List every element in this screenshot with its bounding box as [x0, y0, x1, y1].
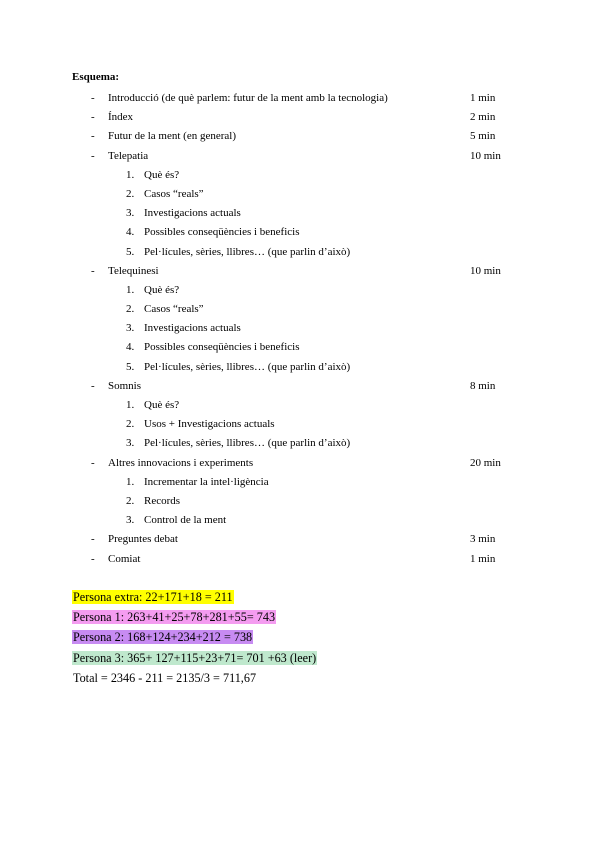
outline-subitem	[0, 511, 600, 530]
subitem-label: Què és?	[144, 168, 180, 181]
outline-item	[0, 127, 600, 146]
calculation-line	[72, 608, 317, 628]
subitem-number: 3.	[126, 322, 135, 335]
outline-subitem	[0, 281, 600, 300]
bullet-dash: -	[91, 92, 95, 104]
subitem-number: 1.	[126, 283, 135, 296]
outline-item-label: Telequinesi	[108, 264, 159, 277]
outline-item-time: 10 min	[470, 264, 501, 277]
outline-subitem	[0, 338, 600, 357]
subitem-number: 4.	[126, 226, 135, 239]
bullet-dash: -	[91, 130, 95, 143]
calculation-text: Persona extra: 22+171+18 = 211	[73, 590, 233, 604]
outline-item-label: Telepatia	[108, 149, 149, 162]
subitem-number: 1.	[126, 399, 135, 411]
subitem-number: 2.	[126, 187, 135, 200]
outline-item-label: Comiat	[108, 552, 141, 565]
outline-item-time: 20 min	[470, 456, 501, 469]
outline-item-time: 3 min	[470, 533, 496, 546]
outline-item	[0, 454, 600, 473]
subitem-number: 5.	[126, 360, 135, 373]
calculation-text: Total = 2346 - 211 = 2135/3 = 711,67	[73, 670, 257, 685]
calculation-line	[72, 628, 317, 648]
subitem-number: 3.	[126, 514, 135, 527]
calculations-block	[72, 588, 317, 689]
subitem-number: 3.	[126, 437, 135, 450]
outline-item	[0, 108, 600, 127]
outline-subitem	[0, 166, 600, 185]
subitem-label: Què és?	[144, 283, 180, 296]
subitem-label: Investigacions actuals	[144, 322, 241, 335]
subitem-label: Incrementar la intel·ligència	[144, 475, 269, 488]
subitem-label: Pel·lícules, sèries, llibres… (que parlin d’això)	[144, 360, 351, 373]
subitem-label: Possibles conseqüències i beneficis	[144, 341, 300, 354]
subitem-label: Records	[144, 494, 181, 507]
outline-subitem	[0, 358, 600, 377]
outline-subitem	[0, 396, 600, 415]
outline-item	[0, 550, 600, 569]
subitem-number: 4.	[126, 341, 135, 354]
subitem-number: 1.	[126, 475, 135, 488]
outline-subitem	[0, 473, 600, 492]
outline-item-label: Preguntes debat	[108, 533, 178, 546]
bullet-dash: -	[91, 533, 95, 546]
bullet-dash: -	[91, 456, 95, 469]
subitem-label: Control de la ment	[144, 514, 227, 527]
outline-subitem	[0, 300, 600, 319]
outline-item-label: Somnis	[108, 379, 142, 392]
bullet-dash: -	[91, 379, 95, 392]
outline-subitem	[0, 492, 600, 511]
outline-heading: Esquema:	[72, 71, 120, 83]
outline-item-label: Introducció (de què parlem: futur de la ment amb la tecnologia)	[108, 92, 388, 104]
calculation-text: Persona 3: 365+ 127+115+23+71= 701 +63 (leer)	[73, 650, 317, 665]
subitem-label: Pel·lícules, sèries, llibres… (que parlin d’això)	[144, 245, 351, 258]
bullet-dash: -	[91, 264, 95, 277]
subitem-number: 2.	[126, 494, 135, 507]
outline-item	[0, 262, 600, 281]
calculation-line	[72, 669, 317, 689]
subitem-label: Investigacions actuals	[144, 207, 241, 220]
outline-item-label: Altres innovacions i experiments	[108, 456, 254, 469]
outline-item-label: Futur de la ment (en general)	[108, 130, 236, 143]
subitem-label: Pel·lícules, sèries, llibres… (que parlin d’això)	[144, 437, 351, 450]
subitem-number: 5.	[126, 245, 135, 258]
outline-item	[0, 530, 600, 549]
outline-item-time: 1 min	[470, 92, 496, 104]
outline-subitem	[0, 204, 600, 223]
calculation-text: Persona 2: 168+124+234+212 = 738	[73, 630, 253, 645]
outline-item-time: 8 min	[470, 379, 496, 392]
outline-subitem	[0, 415, 600, 434]
subitem-number: 1.	[126, 168, 135, 181]
outline-subitem	[0, 319, 600, 338]
subitem-number: 2.	[126, 418, 135, 431]
subitem-number: 2.	[126, 303, 135, 316]
outline-subitem	[0, 185, 600, 204]
calculation-line	[72, 588, 317, 608]
calculation-line	[72, 649, 317, 669]
outline-item-time: 5 min	[470, 130, 496, 143]
subitem-label: Què és?	[144, 399, 180, 411]
outline-item	[0, 89, 600, 108]
calculation-text: Persona 1: 263+41+25+78+281+55= 743	[73, 610, 276, 625]
outline-subitem	[0, 434, 600, 453]
outline-item	[0, 147, 600, 166]
subitem-label: Casos “reals”	[144, 303, 204, 316]
outline-item-time: 10 min	[470, 149, 501, 162]
outline-item-time: 1 min	[470, 552, 496, 565]
bullet-dash: -	[91, 149, 95, 162]
bullet-dash: -	[91, 552, 95, 565]
outline-subitem	[0, 223, 600, 242]
subitem-label: Usos + Investigacions actuals	[144, 418, 275, 431]
outline-item-label: Índex	[108, 111, 134, 124]
bullet-dash: -	[91, 111, 95, 124]
outline-item	[0, 377, 600, 396]
outline-list	[0, 89, 600, 569]
subitem-label: Possibles conseqüències i beneficis	[144, 226, 300, 239]
outline-subitem	[0, 243, 600, 262]
subitem-label: Casos “reals”	[144, 187, 204, 200]
subitem-number: 3.	[126, 207, 135, 220]
outline-item-time: 2 min	[470, 111, 496, 124]
